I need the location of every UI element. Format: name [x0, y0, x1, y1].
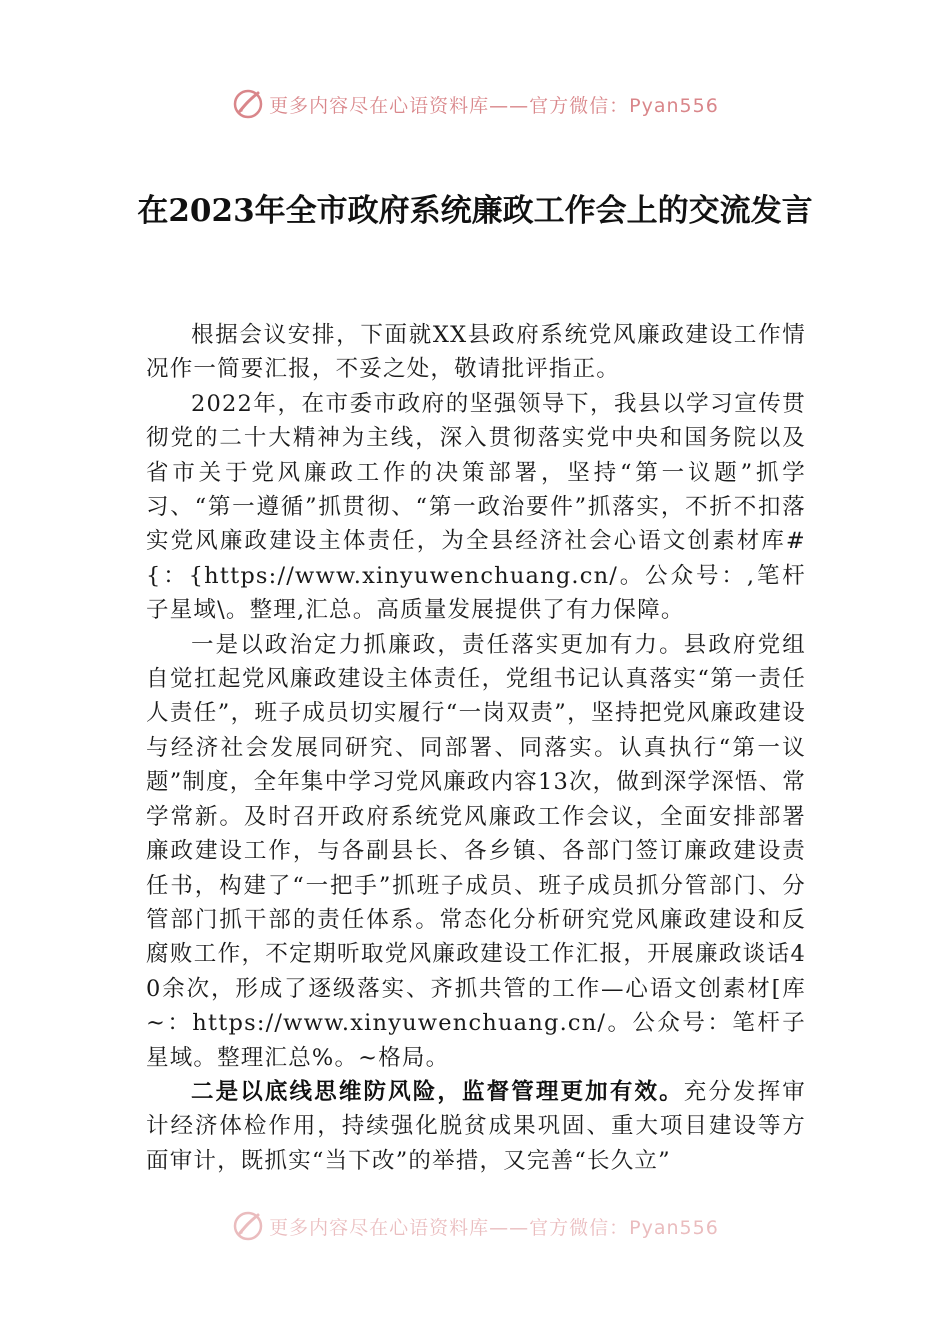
document-body — [146, 318, 806, 1178]
paragraph — [146, 387, 806, 628]
brush-logo-icon — [231, 1209, 265, 1243]
paragraph — [146, 318, 806, 387]
paragraph — [146, 1075, 806, 1178]
paragraph-text: 一是以政治定力抓廉政，责任落实更加有力。县政府党组自觉扛起党风廉政建设主体责任，党组书记认真落实“第一责任人责任”，班子成员切实履行“一岗双责”，坚持把党风廉政建设与经济社会发展同研究、同部署、同落实。认真执行“第一议题”制度，全年集中学习党风廉政内容13次，做到深学深悟、常学常新。及时召开政府系统党风廉政工作会议，全面安排部署廉政建设工作，与各副县长、各乡镇、各部门签订廉政建设责任书，构建了“一把手”抓班子成员、班子成员抓分管部门、分管部门抓干部的责任体系。常态化分析研究党风廉政建设和反腐败工作，不定期听取党风廉政建设工作汇报，开展廉政谈话40余次，形成了逐级落实、齐抓共管的工作—心语文创素材[库~：https://www.xinyuwenchuang.cn/。公众号：笔杆子星域。整理汇总%。~格局。 — [146, 631, 806, 1071]
paragraph-text: 2022年，在市委市政府的坚强领导下，我县以学习宣传贯彻党的二十大精神为主线，深入贯彻落实党中央和国务院以及省市关于党风廉政工作的决策部署，坚持“第一议题”抓学习、“第一遵循”抓贯彻、“第一政治要件”抓落实，不折不扣落实党风廉政建设主体责任，为全县经济社会心语文创素材库#{：{https://www.xinyuwenchuang.cn/。公众号：,笔杆子星域\。整理,汇总。高质量发展提供了有力保障。 — [146, 390, 806, 624]
paragraph-lead: 二是以底线思维防风险，监督管理更加有效。 — [191, 1078, 684, 1105]
watermark-text: 更多内容尽在心语资料库——官方微信：Pyan556 — [269, 1216, 719, 1239]
page-bottom-margin — [0, 1232, 950, 1344]
paragraph — [146, 628, 806, 1075]
paragraph-text: 根据会议安排，下面就XX县政府系统党风廉政建设工作情况作一简要汇报，不妥之处，敬请批评指正。 — [146, 322, 806, 383]
paragraph-text: 充分发挥审计经济体检作用，持续强化脱贫成果巩固、重大项目建设等方面审计，既抓实“当下改”的举措，又完善“长久立” — [146, 1078, 806, 1174]
watermark-banner-top — [0, 84, 950, 124]
watermark-text: 更多内容尽在心语资料库——官方微信：Pyan556 — [269, 94, 719, 117]
watermark-banner-bottom — [0, 1206, 950, 1246]
brush-logo-icon — [231, 87, 265, 121]
document-title: 在2023年全市政府系统廉政工作会上的交流发言 — [137, 193, 813, 229]
